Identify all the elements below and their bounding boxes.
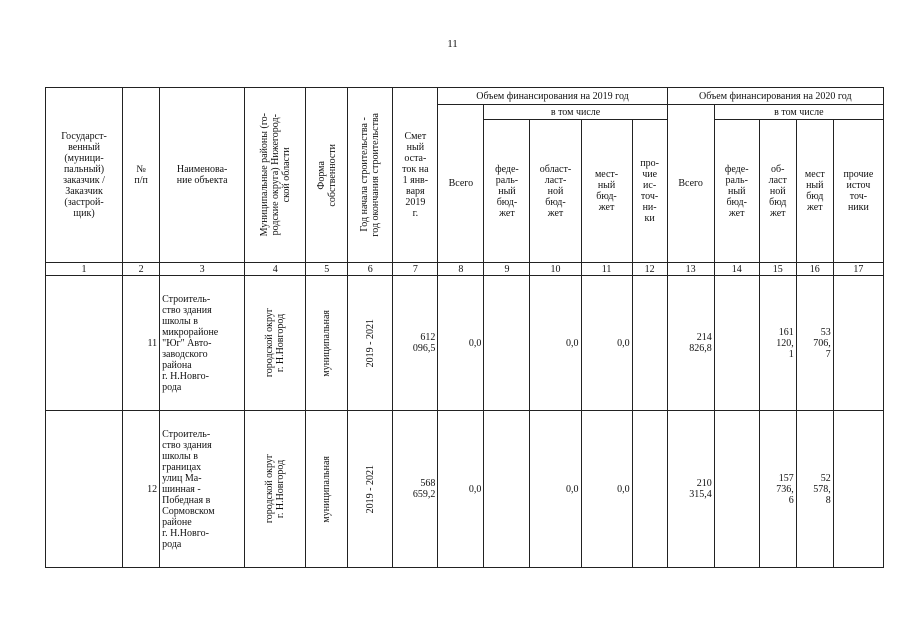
row-no: 12 [123,411,160,568]
header-total-2020: Всего [667,105,714,263]
page-number: 11 [447,38,458,50]
row-years-text: 2019 - 2021 [364,318,376,368]
header-reg-2020: об- ласт ной бюд жет [759,120,796,263]
col-number: 17 [833,263,883,276]
header-row-1 [46,88,884,105]
row-balance: 568 659,2 [393,411,438,568]
col-number: 11 [581,263,632,276]
row-loc-2020: 53 706, 7 [796,276,833,411]
col-number: 8 [438,263,484,276]
col-number: 7 [393,263,438,276]
col-number: 12 [632,263,667,276]
header-total-2019: Всего [438,105,484,263]
financing-table [45,87,884,568]
row-balance: 612 096,5 [393,276,438,411]
header-customer: Государст- венный (муници- пальный) заказчик / Заказчик (застрой- щик) [46,88,123,263]
row-reg-2019: 0,0 [530,411,581,568]
header-balance: Смет ный оста- ток на 1 янв- варя 2019 г. [393,88,438,263]
row-district-text: городской округ г. Н.Новгород [264,308,287,378]
col-number: 3 [160,263,245,276]
row-district [245,276,306,411]
col-number: 9 [484,263,530,276]
col-number: 10 [530,263,581,276]
row-total-2019: 0,0 [438,276,484,411]
col-number: 2 [123,263,160,276]
row-name: Строитель- ство здания школы в микрорайоне "Юг" Авто- заводского района г. Н.Новго- рода [160,276,245,411]
header-no: № п/п [123,88,160,263]
col-number: 13 [667,263,714,276]
header-fin-2019: Объем финансирования на 2019 год [438,88,667,105]
row-customer [46,411,123,568]
col-number: 4 [245,263,306,276]
header-oth-2020: прочие источ точ- ники [833,120,883,263]
row-district [245,411,306,568]
row-years [348,276,393,411]
row-ownership [306,276,348,411]
row-total-2020: 210 315,4 [667,411,714,568]
column-number-row [46,263,884,276]
header-name: Наименова- ние объекта [160,88,245,263]
header-ownership-text: Форма собственности [315,143,338,207]
table-row [46,411,884,568]
row-loc-2019: 0,0 [581,411,632,568]
row-no: 11 [123,276,160,411]
header-incl-2020: в том числе [714,105,883,120]
header-years-text: Год начала строительства - год окончания строительства [359,113,382,237]
row-fed-2020 [714,411,759,568]
col-number: 5 [306,263,348,276]
row-ownership-text: муниципальная [321,455,333,523]
header-loc-2019: мест- ный бюд- жет [581,120,632,263]
row-years-text: 2019 - 2021 [364,464,376,514]
header-oth-2019: про- чие ис- точ- ни- ки [632,120,667,263]
table-row [46,276,884,411]
header-fed-2020: феде- раль- ный бюд- жет [714,120,759,263]
header-fin-2020: Объем финансирования на 2020 год [667,88,883,105]
header-district-text: Муниципальные районы (го- родские округа) Нижегород- ской области [258,113,292,237]
header-reg-2019: област- ласт- ной бюд- жет [530,120,581,263]
col-number: 1 [46,263,123,276]
row-total-2019: 0,0 [438,411,484,568]
row-fed-2019 [484,276,530,411]
row-oth-2019 [632,276,667,411]
col-number: 16 [796,263,833,276]
header-incl-2019: в том числе [484,105,667,120]
row-reg-2020: 161 120, 1 [759,276,796,411]
row-reg-2019: 0,0 [530,276,581,411]
row-oth-2019 [632,411,667,568]
header-ownership [306,88,348,263]
row-ownership [306,411,348,568]
row-reg-2020: 157 736, 6 [759,411,796,568]
row-years [348,411,393,568]
header-loc-2020: мест ный бюд жет [796,120,833,263]
col-number: 14 [714,263,759,276]
row-fed-2019 [484,411,530,568]
row-name: Строитель- ство здания школы в границах улиц Ма- шинная - Победная в Сормовском районе г. Н.Новго- рода [160,411,245,568]
row-customer [46,276,123,411]
row-total-2020: 214 826,8 [667,276,714,411]
col-number: 15 [759,263,796,276]
col-number: 6 [348,263,393,276]
row-oth-2020 [833,276,883,411]
row-loc-2020: 52 578, 8 [796,411,833,568]
row-loc-2019: 0,0 [581,276,632,411]
row-fed-2020 [714,276,759,411]
row-oth-2020 [833,411,883,568]
header-fed-2019: феде- раль- ный бюд- жет [484,120,530,263]
header-district [245,88,306,263]
row-district-text: городской округ г. Н.Новгород [264,454,287,524]
header-years [348,88,393,263]
row-ownership-text: муниципальная [321,309,333,377]
